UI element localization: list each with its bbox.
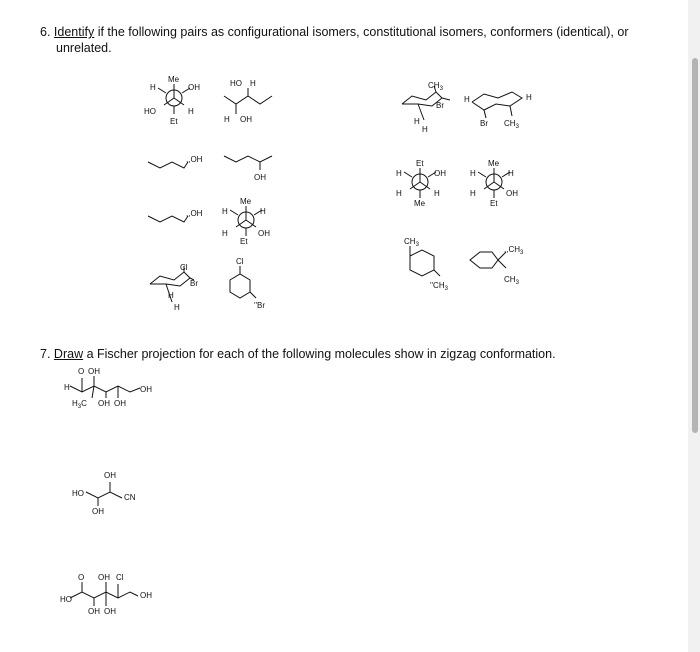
zigzag-molecule-7a bbox=[60, 364, 170, 420]
h-label: H bbox=[168, 291, 174, 300]
oh-label: OH bbox=[254, 173, 266, 182]
h-label: H bbox=[150, 83, 156, 92]
question-6-text: if the following pairs as configurational isomers, constitutional isomers, conformers (identical), or bbox=[94, 25, 629, 39]
oh-label: OH bbox=[188, 83, 200, 92]
br-label: Br bbox=[190, 279, 198, 288]
oh-label: OH bbox=[114, 399, 126, 408]
chair-cyclohexane-1d bbox=[460, 84, 540, 136]
h-label: H bbox=[222, 229, 228, 238]
cl-label: Cl bbox=[236, 257, 244, 266]
br-label: Br bbox=[480, 119, 488, 128]
br-label: Br bbox=[436, 101, 444, 110]
cl-label: Cl bbox=[180, 263, 188, 272]
h-label: H bbox=[464, 95, 470, 104]
zigzag-molecule-7b bbox=[70, 468, 160, 520]
question-7-number: 7. bbox=[40, 347, 51, 361]
question-6-verb: Identify bbox=[53, 25, 95, 39]
me-label: Me bbox=[488, 159, 500, 168]
skeletal-structure-2a bbox=[144, 148, 214, 178]
question-6 bbox=[40, 24, 660, 40]
oh-label: OH bbox=[98, 399, 110, 408]
ch3-wedge-label: $,,CH_3$ bbox=[504, 245, 524, 256]
et-label: Et bbox=[416, 159, 424, 168]
me-label: Me bbox=[240, 197, 252, 206]
ho-label: HO bbox=[72, 489, 84, 498]
newman-projection-3b bbox=[218, 198, 288, 250]
ch3-hash-label: ''$CH_3$ bbox=[430, 281, 448, 292]
question-7-verb: Draw bbox=[53, 347, 84, 361]
et-label: Et bbox=[490, 199, 498, 208]
h-label: H bbox=[422, 125, 428, 134]
chair-cyclohexane-1c bbox=[398, 82, 458, 134]
skeletal-structure-2b bbox=[220, 148, 280, 188]
oh-wedge-label: ,,OH bbox=[186, 155, 203, 164]
h-label: H bbox=[396, 189, 402, 198]
cyclohexane-3c bbox=[394, 234, 460, 296]
skeletal-structure-1b bbox=[220, 78, 280, 128]
newman-projection-1a bbox=[138, 72, 218, 128]
oh-label: OH bbox=[240, 115, 252, 124]
question-7-text: a Fischer projection for each of the following molecules show in zigzag conformation. bbox=[83, 347, 556, 361]
cyclohexane-4b bbox=[218, 256, 278, 318]
h-label: H bbox=[434, 189, 440, 198]
oh-wedge-label: ,,OH bbox=[186, 209, 203, 218]
oh-label: OH bbox=[258, 229, 270, 238]
h-label: H bbox=[64, 383, 70, 392]
question-6-text-line2: unrelated. bbox=[56, 41, 112, 55]
h-label: H bbox=[260, 207, 266, 216]
o-label: O bbox=[78, 367, 85, 376]
oh-label: OH bbox=[140, 385, 152, 394]
oh-label: OH bbox=[88, 367, 100, 376]
question-6-number: 6. bbox=[40, 25, 51, 39]
et-label: Et bbox=[240, 237, 248, 246]
h-label: H bbox=[174, 303, 180, 312]
h-label: H bbox=[470, 169, 476, 178]
ho-label: HO bbox=[60, 595, 72, 604]
ch3-label: $CH_3$ bbox=[428, 81, 443, 92]
cyclohexane-3d bbox=[466, 238, 536, 288]
h-label: H bbox=[414, 117, 420, 126]
vertical-scrollbar[interactable] bbox=[692, 58, 698, 433]
oh-label: OH bbox=[434, 169, 446, 178]
ch3-label: $CH_3$ bbox=[504, 119, 519, 130]
ho-label: HO bbox=[230, 79, 242, 88]
newman-projection-2c bbox=[392, 158, 462, 210]
newman-projection-2d bbox=[466, 158, 536, 210]
chair-cyclohexane-4a bbox=[146, 262, 208, 318]
cn-label: CN bbox=[124, 493, 136, 502]
h-label: H bbox=[526, 93, 532, 102]
h-label: H bbox=[396, 169, 402, 178]
zigzag-molecule-7c bbox=[60, 570, 170, 620]
h3c-label: $H_3C$ bbox=[72, 399, 87, 410]
et-label: Et bbox=[170, 117, 178, 126]
h-label: H bbox=[470, 189, 476, 198]
me-label: Me bbox=[168, 75, 180, 84]
br-hash-label: ''Br bbox=[254, 301, 266, 310]
skeletal-structure-3a bbox=[144, 204, 214, 234]
ch3-label: $CH_3$ bbox=[504, 275, 519, 286]
h-label: H bbox=[250, 79, 256, 88]
ch3-label: $CH_3$ bbox=[404, 237, 419, 248]
h-label: H bbox=[508, 169, 514, 178]
h-label: H bbox=[224, 115, 230, 124]
cl-label: Cl bbox=[116, 573, 124, 582]
oh-label: OH bbox=[104, 471, 116, 480]
question-7 bbox=[40, 346, 556, 362]
oh-label: OH bbox=[104, 607, 116, 616]
me-label: Me bbox=[414, 199, 426, 208]
oh-label: OH bbox=[92, 507, 104, 516]
oh-label: OH bbox=[140, 591, 152, 600]
oh-label: OH bbox=[98, 573, 110, 582]
oh-label: OH bbox=[88, 607, 100, 616]
h-label: H bbox=[222, 207, 228, 216]
o-label: O bbox=[78, 573, 85, 582]
ho-label: HO bbox=[144, 107, 156, 116]
oh-label: OH bbox=[506, 189, 518, 198]
h-label: H bbox=[188, 107, 194, 116]
